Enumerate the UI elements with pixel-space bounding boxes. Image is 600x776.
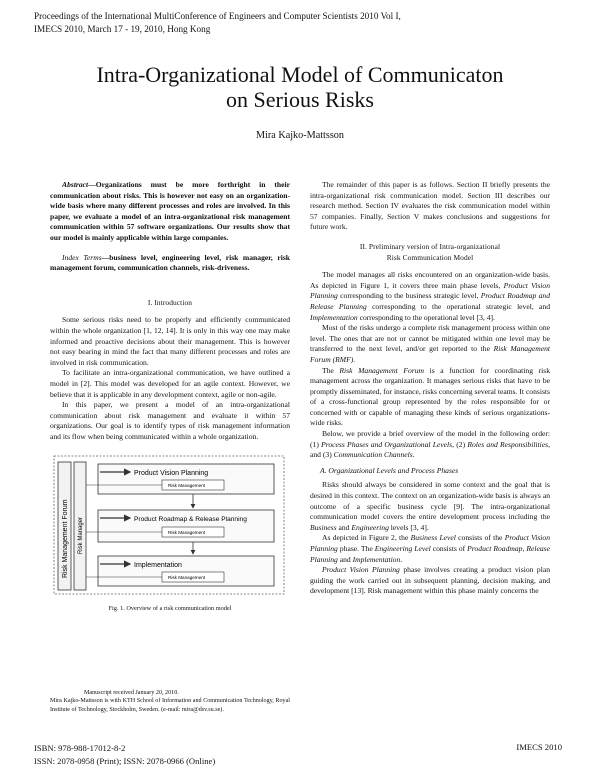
box-3-sublabel: Risk Management xyxy=(168,575,206,581)
footer-conference: IMECS 2010 xyxy=(516,742,562,752)
title-line-2: on Serious Risks xyxy=(226,87,374,112)
box-2-sublabel: Risk Management xyxy=(168,530,206,536)
abstract-text: —Organizations must be more forthright in their communication about risks. This is however not easy on an organization-wide basis where many different processes and roles are involved. In this paper, we evaluate a model of an intra-organizational risk management communication within 57 software organizations. Our results show that our model is mainly applicable within large companies. xyxy=(50,180,290,242)
figure-caption: Fig. 1. Overview of a risk communication model xyxy=(108,605,232,613)
title-line-1: Intra-Organizational Model of Communicaton xyxy=(96,62,504,87)
box-1-sublabel: Risk Management xyxy=(168,483,206,489)
paragraph: The remainder of this paper is as follows. Section II briefly presents the intra-organizational risk communication model. Section III describes our research method. Section IV evaluates the risk communication model within 57 companies. Finally, Section V makes conclusions and suggestions for future work. xyxy=(310,180,550,232)
paragraph: Most of the risks undergo a complete risk management process within one level. The ones that are not or cannot be mitigated within one level may be transferred to the next level, and/or get reported to the Risk Management Forum (RMF). xyxy=(310,323,550,364)
footnote xyxy=(50,689,290,714)
footnote-affiliation: Mira Kajko-Mattsson is with KTH School of Information and Communication Technology, Royal Institute of Technology, Stockholm, Sweden. (e-mail: mira@dsv.su.se). xyxy=(50,698,290,713)
box-2-label: Product Roadmap & Release Planning xyxy=(134,516,247,524)
risk-communication-diagram xyxy=(50,450,290,600)
side-label-inner: Risk Manager xyxy=(78,517,84,555)
paragraph: Risks should always be considered in some context and the goal that is desired in this context. The context on an organization-wide basis is always an outcome of a specific business cycle [9]. The intra-organizational communication model covers the entire development process including the Business and Engineering levels [3, 4]. xyxy=(310,480,550,532)
footer-left xyxy=(34,742,215,767)
section-1-paragraph: Some serious risks need to be properly and efficiently communicated within the whole organization [1, 12, 14]. It is only in this way one may make informed and proactive decisions about their management. This is however not easy bearing in mind the fact that many different processes and roles are involved in risk communication. xyxy=(50,315,290,367)
footer-issn: ISSN: 2078-0958 (Print); ISSN: 2078-0966 (Online) xyxy=(34,755,216,766)
paragraph: The Risk Management Forum is a function for coordinating risk management across the organization. It manages serious risks that have to be promptly disseminated, for instance, risks concerning several teams. It consists of a cross-functional group represented by the roles responsible for or concerned with or capable of managing these kinds of serious organizations-wide risks. xyxy=(310,365,550,428)
header-line-2: IMECS 2010, March 17 - 19, 2010, Hong Kong xyxy=(34,24,211,34)
paragraph: Product Vision Planning phase involves creating a product vision plan guiding the work carried out in subsequent planning, decision making, and development [13]. Risk management within this phase mainly concerns the xyxy=(310,565,550,596)
box-1-label: Product Vision Planning xyxy=(134,470,209,478)
box-3-label: Implementation xyxy=(134,562,182,570)
paragraph: Below, we provide a brief overview of the model in the following order: (1) Process Phases and Organizational Levels, (2) Roles and Responsibilities, and (3) Communication Channels. xyxy=(310,429,550,460)
left-column xyxy=(50,180,290,615)
index-terms xyxy=(50,253,290,274)
footer-isbn: ISBN: 978-988-17012-8-2 xyxy=(34,743,126,753)
section-1-heading: I. Introduction xyxy=(147,297,193,307)
header-line-1: Proceedings of the International MultiConference of Engineers and Computer Scientists 2010 Vol I, xyxy=(34,11,401,21)
abstract xyxy=(50,180,290,244)
footnote-received: Manuscript received January 20, 2010. xyxy=(84,690,179,696)
section-1-paragraph: To facilitate an intra-organizational communication, we have outlined a model in [2]. This model was developed for an agile context. However, we believe that it is applicable in any development context, agile or non-agile. xyxy=(50,368,290,399)
section-1-paragraph: In this paper, we present a model of an intra-organizational communication about risk management and evaluate it within 57 organizations. Our goal is to identify types of risk management information and its flow when being communicated within a whole organization. xyxy=(50,400,290,441)
author: Mira Kajko-Mattsson xyxy=(256,130,344,141)
section-2-heading xyxy=(310,242,550,263)
index-terms-label: Index Terms xyxy=(62,252,102,262)
running-header xyxy=(34,10,454,36)
section-2-heading-line-2: Risk Communication Model xyxy=(386,252,474,262)
side-label-outer: Risk Management Forum xyxy=(62,499,69,579)
paragraph: The model manages all risks encountered on an organization-wide basis. As depicted in Figure 1, it covers three main phase levels, Product Vision Planning corresponding to the business strategic level, Product Roadmap and Release Planning corresponding to the operational strategic level, and Implementation corresponding to the operational level [3, 4]. xyxy=(310,270,551,322)
paper-title xyxy=(0,62,600,112)
abstract-label: Abstract xyxy=(62,180,89,189)
section-2-heading-line-1: II. Preliminary version of Intra-organizational xyxy=(359,241,501,251)
figure-1 xyxy=(50,450,290,600)
paragraph: As depicted in Figure 2, the Business Level consists of the Product Vision Planning phase. The Engineering Level consists of Product Roadmap, Release Planning and Implementation. xyxy=(310,533,550,564)
subsection-a-heading: A. Organizational Levels and Process Phases xyxy=(320,465,459,475)
index-terms-text: —business level, engineering level, risk manager, risk management forum, communication channels, risk-driveness. xyxy=(50,252,290,273)
right-column xyxy=(310,180,550,597)
